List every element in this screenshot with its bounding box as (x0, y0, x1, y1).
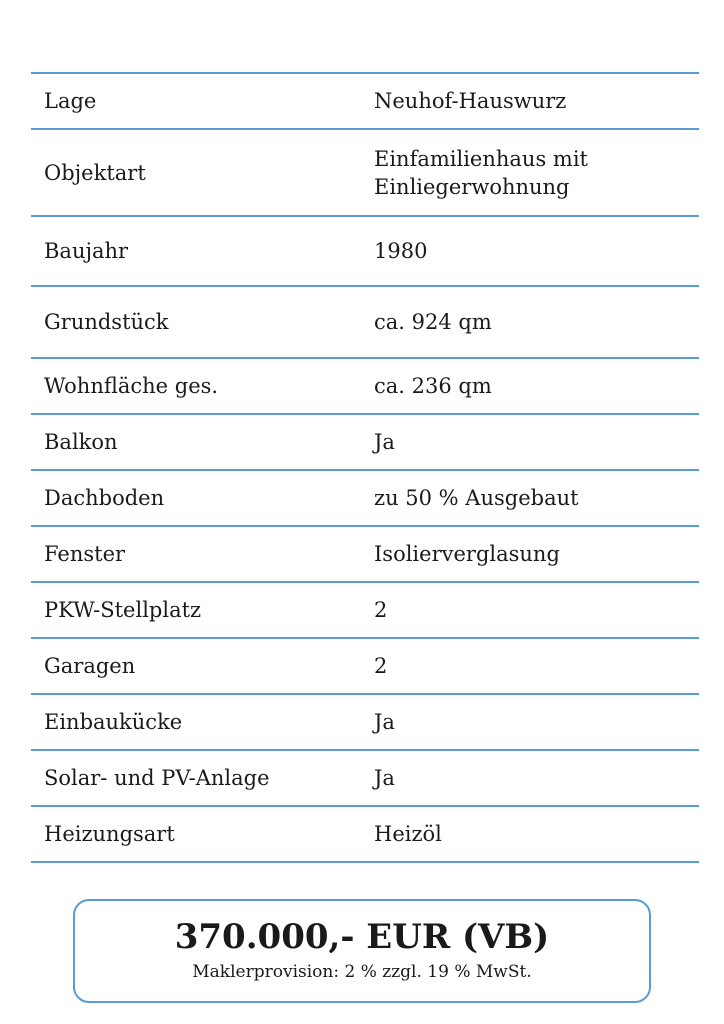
row-value: Einfamilienhaus mit Einliegerwohnung (374, 146, 588, 199)
table-row (31, 471, 699, 527)
table-row (31, 695, 699, 751)
row-value: Isolierverglasung (374, 542, 560, 566)
property-details-table (31, 72, 699, 863)
row-label: Objektart (44, 160, 146, 185)
table-row (31, 74, 699, 130)
table-row (31, 287, 699, 359)
row-label: Baujahr (44, 239, 129, 263)
table-row (31, 751, 699, 807)
row-label: Grundstück (44, 310, 169, 334)
row-label: Fenster (44, 542, 126, 566)
table-row (31, 359, 699, 415)
table-row (31, 415, 699, 471)
row-label: Garagen (44, 654, 136, 678)
row-value: ca. 236 qm (374, 374, 492, 398)
row-value: 1980 (374, 239, 428, 263)
row-value: Heizöl (374, 822, 442, 846)
row-value: Ja (374, 430, 395, 454)
row-value: 2 (374, 598, 388, 622)
row-value: Neuhof-Hauswurz (374, 89, 567, 113)
table-row (31, 639, 699, 695)
row-value: Ja (374, 710, 395, 734)
table-row (31, 583, 699, 639)
commission-note: Maklerprovision: 2 % zzgl. 19 % MwSt. (192, 962, 532, 982)
price-amount: 370.000,- EUR (VB) (174, 917, 550, 957)
table-row (31, 130, 699, 217)
row-label: Balkon (44, 430, 118, 454)
row-label: Solar- und PV-Anlage (44, 766, 270, 790)
row-label: Einbaukücke (44, 710, 183, 734)
row-label: Wohnfläche ges. (44, 374, 219, 398)
row-label: Heizungsart (44, 822, 175, 846)
row-value: zu 50 % Ausgebaut (374, 486, 579, 510)
row-label: Lage (44, 89, 97, 113)
row-value: Ja (374, 766, 395, 790)
row-value: ca. 924 qm (374, 310, 492, 334)
price-box (73, 899, 651, 1003)
row-label: Dachboden (44, 486, 165, 510)
table-row (31, 807, 699, 863)
row-label: PKW-Stellplatz (44, 598, 202, 622)
row-value: 2 (374, 654, 388, 678)
table-row (31, 527, 699, 583)
table-row (31, 217, 699, 287)
